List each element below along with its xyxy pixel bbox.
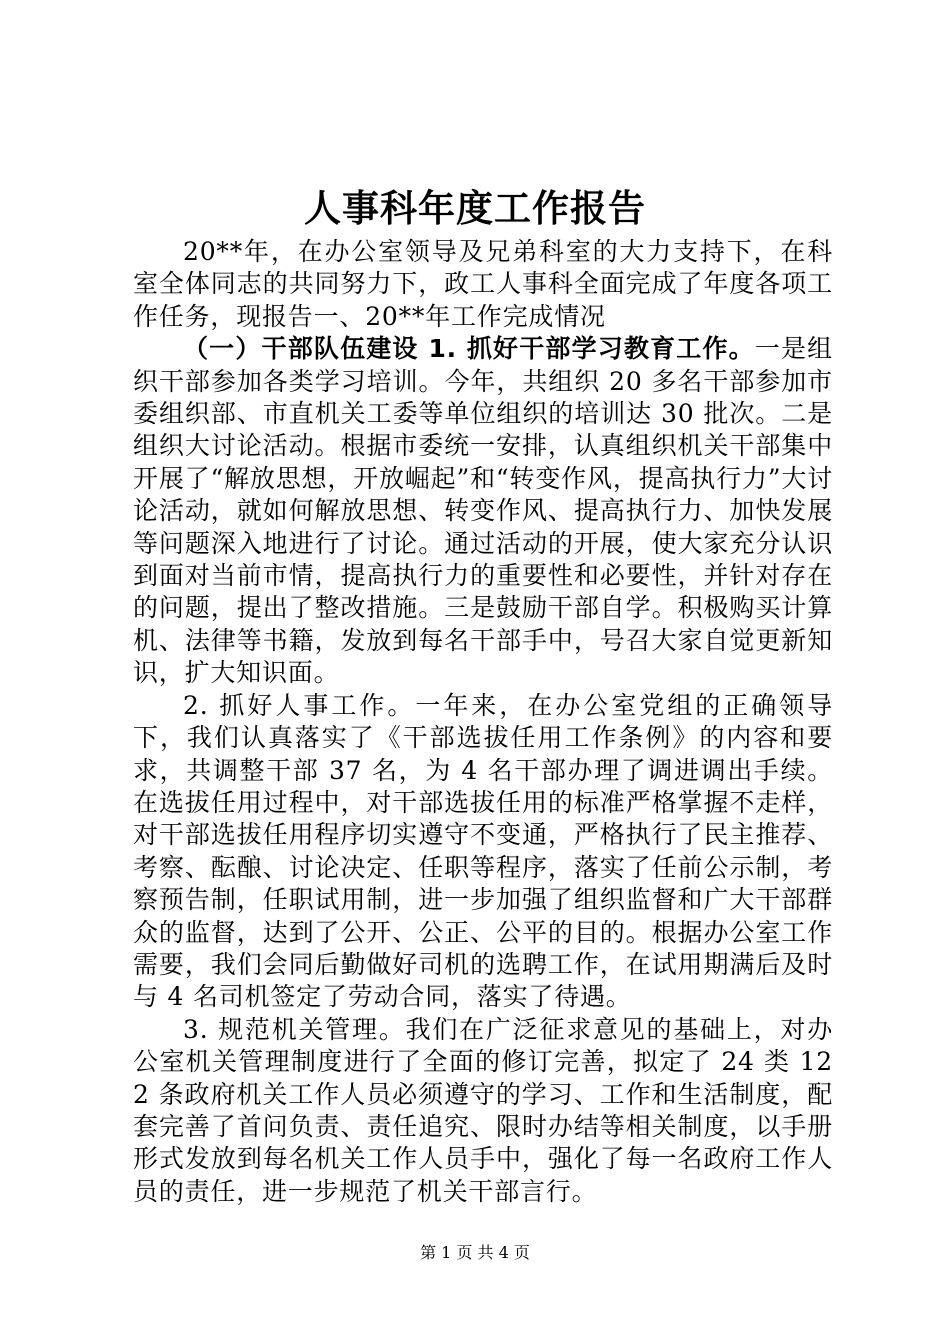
- section1-body: 一是组织干部参加各类学习培训。今年，共组织 20 多名干部参加市委组织部、市直机关工委等单位组织的培训达 30 批次。二是组织大讨论活动。根据市委统一安排，认真组织机关干部集中开展了“解放思想，开放崛起”和“转变作风，提高执行力”大讨论活动，就如何解放思想、转变作风、提高执行力、加快发展等问题深入地进行了讨论。通过活动的开展，使大家充分认识到面对当前市情，提高执行力的重要性和必要性，并针对存在的问题，提出了整改措施。三是鼓励干部自学。积极购买计算机、法律等书籍，发放到每名干部手中，号召大家自觉更新知识，扩大知识面。: [133, 334, 833, 688]
- document-body: [133, 236, 833, 1208]
- item3-paragraph: 3. 规范机关管理。我们在广泛征求意见的基础上，对办公室机关管理制度进行了全面的修订完善，拟定了 24 类 122 条政府机关工作人员必须遵守的学习、工作和生活制度，配套完善了首问负责、责任追究、限时办结等相关制度，以手册形式发放到每名机关工作人员手中，强化了每一名政府工作人员的责任，进一步规范了机关干部言行。: [133, 1014, 833, 1206]
- item2-paragraph: 2. 抓好人事工作。一年来，在办公室党组的正确领导下，我们认真落实了《干部选拔任用工作条例》的内容和要求，共调整干部 37 名，为 4 名干部办理了调进调出手续。在选拔任用过程中，对干部选拔任用的标准严格掌握不走样，对干部选拔任用程序切实遵守不变通，严格执行了民主推荐、考察、酝酿、讨论决定、任职等程序，落实了任前公示制，考察预告制，任职试用制，进一步加强了组织监督和广大干部群众的监督，达到了公开、公正、公平的目的。根据办公室工作需要，我们会同后勤做好司机的选聘工作，在试用期满后及时与 4 名司机签定了劳动合同，落实了待遇。: [133, 690, 833, 1012]
- intro-paragraph: 20**年，在办公室领导及兄弟科室的大力支持下，在科室全体同志的共同努力下，政工人事科全面完成了年度各项工作任务，现报告一、20**年工作完成情况: [133, 237, 833, 331]
- document-title: 人事科年度工作报告: [304, 186, 646, 230]
- page-footer: 第 1 页 共 4 页: [420, 1243, 530, 1262]
- section1-heading: （一）干部队伍建设 1. 抓好干部学习教育工作。: [183, 334, 755, 364]
- section1-paragraph: [133, 333, 833, 689]
